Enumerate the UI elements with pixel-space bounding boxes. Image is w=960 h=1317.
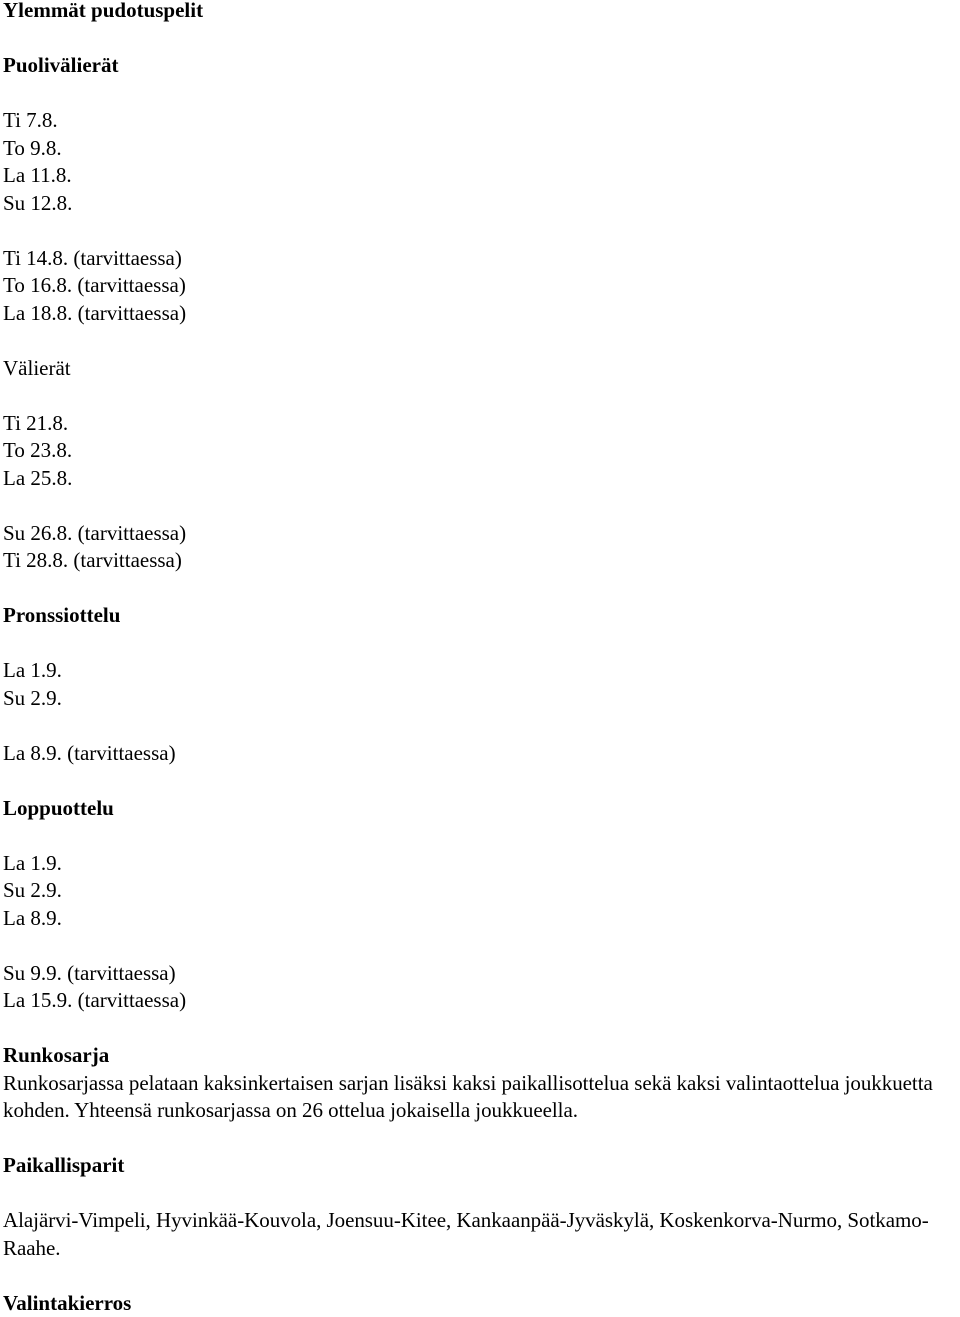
- bronze-date-optional: La 8.9. (tarvittaessa): [3, 740, 957, 768]
- spacer: [3, 80, 957, 108]
- bronze-date: La 1.9.: [3, 657, 957, 685]
- spacer: [3, 492, 957, 520]
- quarterfinal-date: Su 12.8.: [3, 190, 957, 218]
- spacer: [3, 712, 957, 740]
- final-date: La 1.9.: [3, 850, 957, 878]
- spacer: [3, 1180, 957, 1208]
- document-page: [3, 0, 957, 1317]
- spacer: [3, 217, 957, 245]
- spacer: [3, 1015, 957, 1043]
- spacer: [3, 25, 957, 53]
- spacer: [3, 822, 957, 850]
- spacer: [3, 932, 957, 960]
- quarterfinal-date-optional: Ti 14.8. (tarvittaessa): [3, 245, 957, 273]
- quarterfinal-date-optional: To 16.8. (tarvittaessa): [3, 272, 957, 300]
- semifinals-heading: Välierät: [3, 355, 957, 383]
- semifinal-date: Ti 21.8.: [3, 410, 957, 438]
- regular-season-text: Runkosarjassa pelataan kaksinkertaisen sarjan lisäksi kaksi paikallisottelua sekä kaksi valintaottelua joukkuetta kohden. Yhteensä runkosarjassa on 26 ottelua jokaisella joukkueella.: [3, 1070, 960, 1125]
- playoffs-title: Ylemmät pudotuspelit: [3, 0, 957, 25]
- final-date: La 8.9.: [3, 905, 957, 933]
- final-date-optional: La 15.9. (tarvittaessa): [3, 987, 957, 1015]
- semifinal-date-optional: Su 26.8. (tarvittaessa): [3, 520, 957, 548]
- spacer: [3, 630, 957, 658]
- spacer: [3, 575, 957, 603]
- quarterfinal-date-optional: La 18.8. (tarvittaessa): [3, 300, 957, 328]
- quarterfinal-date: Ti 7.8.: [3, 107, 957, 135]
- semifinal-date: To 23.8.: [3, 437, 957, 465]
- selection-round-heading: Valintakierros: [3, 1290, 957, 1317]
- local-pairs-heading: Paikallisparit: [3, 1152, 957, 1180]
- final-date: Su 2.9.: [3, 877, 957, 905]
- final-date-optional: Su 9.9. (tarvittaessa): [3, 960, 957, 988]
- semifinal-date-optional: Ti 28.8. (tarvittaessa): [3, 547, 957, 575]
- quarterfinal-date: To 9.8.: [3, 135, 957, 163]
- regular-season-heading: Runkosarja: [3, 1042, 957, 1070]
- final-heading: Loppuottelu: [3, 795, 957, 823]
- spacer: [3, 382, 957, 410]
- local-pairs-text: Alajärvi-Vimpeli, Hyvinkää-Kouvola, Joensuu-Kitee, Kankaanpää-Jyväskylä, Koskenkorva-Nurmo, Sotkamo-Raahe.: [3, 1207, 960, 1262]
- quarterfinals-heading: Puolivälierät: [3, 52, 957, 80]
- quarterfinal-date: La 11.8.: [3, 162, 957, 190]
- spacer: [3, 767, 957, 795]
- spacer: [3, 1262, 957, 1290]
- bronze-date: Su 2.9.: [3, 685, 957, 713]
- spacer: [3, 327, 957, 355]
- semifinal-date: La 25.8.: [3, 465, 957, 493]
- bronze-heading: Pronssiottelu: [3, 602, 957, 630]
- spacer: [3, 1125, 957, 1153]
